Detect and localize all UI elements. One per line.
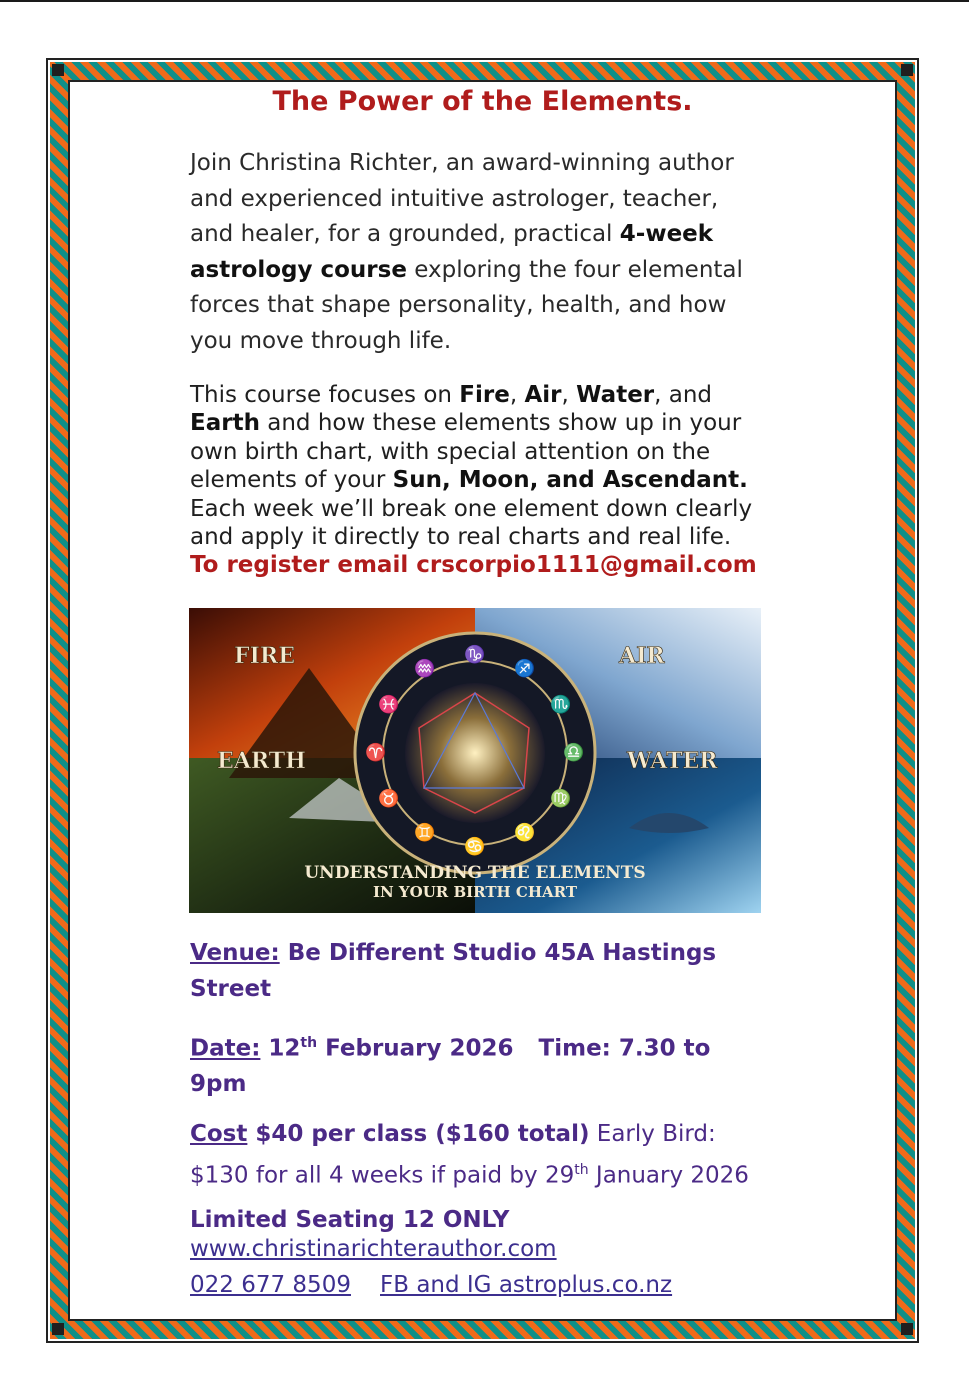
wheel-center [405,683,545,823]
cost-price: $40 per class ($160 total) [247,1121,590,1147]
seating-notice: Limited Seating 12 ONLY [190,1207,510,1233]
intro-text: exploring the four elemental [406,256,743,283]
intro-bold: astrology course [190,256,407,283]
date-day: 12 [260,1035,301,1062]
intro-line: forces that shape personality, health, and how [190,292,727,319]
date-suffix: th [300,1035,318,1051]
corner-ornament [52,64,64,76]
focus-text: This course focuses on [190,382,460,408]
intro-line: you move through life. [190,327,452,354]
svg-text:♌: ♌ [514,823,536,843]
svg-text:♒: ♒ [414,659,436,679]
svg-text:♎: ♎ [563,743,585,763]
early-bird-text: $130 for all 4 weeks if paid by 29 [190,1162,575,1189]
svg-text:♐: ♐ [514,659,536,679]
focus-line: and apply it directly to real charts and real life. [190,524,732,551]
svg-text:♋: ♋ [464,837,486,857]
focus-bold: Sun, Moon, and Ascendant. [392,467,748,494]
svg-text:♏: ♏ [550,695,572,715]
element-earth: Earth [190,410,260,437]
focus-text: , [561,382,577,408]
image-caption-line1: UNDERSTANDING THE ELEMENTS [304,863,646,883]
date-label: Date: [190,1035,261,1062]
elements-illustration [189,608,761,913]
website-link[interactable]: www.christinarichterauthor.com [190,1236,557,1262]
date-month-year: February 2026 [317,1035,514,1062]
venue-line: Street [190,975,272,1002]
focus-line [190,381,810,409]
intro-line [190,253,790,289]
svg-text:♓: ♓ [378,695,400,715]
cost-label: Cost [190,1121,248,1147]
time-line: 9pm [190,1071,247,1098]
svg-text:♊: ♊ [414,823,436,843]
air-label: AIR [619,643,665,669]
social-link[interactable]: FB and IG astroplus.co.nz [380,1272,673,1298]
venue-info [190,936,790,1007]
early-bird-label: Early Bird: [589,1121,716,1147]
top-rule [0,0,969,2]
earth-label: EARTH [217,748,306,774]
intro-line: Join Christina Richter, an award-winning author [190,150,734,176]
intro-bold: 4-week [619,221,714,248]
intro-line: and experienced intuitive astrologer, teacher, [190,185,719,212]
date-line [190,1026,790,1067]
focus-line: Each week we’ll break one element down clearly [190,495,753,522]
venue-text: Be Different Studio 45A Hastings [279,940,717,966]
svg-text:♑: ♑ [464,645,486,665]
date-info [190,1026,790,1103]
early-bird-date: January 2026 [588,1162,749,1189]
cost-line [190,1116,810,1152]
image-caption-line2: IN YOUR BIRTH CHART [372,883,578,901]
focus-line [190,466,810,494]
page-title: The Power of the Elements. [272,86,693,117]
cost-info [190,1116,810,1194]
focus-text: elements of your [190,467,393,494]
focus-text: , and [654,382,713,408]
corner-ornament [52,1323,64,1335]
focus-line [190,409,810,437]
focus-text: , [509,382,525,408]
svg-text:♉: ♉ [378,789,400,809]
element-fire: Fire [459,382,510,408]
date-suffix: th [574,1162,589,1178]
element-water: Water [576,382,655,408]
focus-paragraph [190,381,810,580]
phone-link[interactable]: 022 677 8509 [190,1272,351,1298]
time-text: Time: 7.30 to [538,1035,711,1062]
early-bird-line [190,1152,810,1194]
corner-ornament [901,1323,913,1335]
elements-image [189,608,761,913]
corner-ornament [901,64,913,76]
svg-text:♍: ♍ [550,789,572,809]
element-air: Air [524,382,562,408]
intro-paragraph [190,146,790,360]
water-label: WATER [627,748,718,774]
focus-text: and how these elements show up in your [259,410,742,437]
intro-line [190,217,790,253]
venue-line [190,936,790,972]
fire-label: FIRE [234,643,295,669]
register-email[interactable]: To register email crscorpio1111@gmail.com [190,552,757,579]
svg-text:♈: ♈ [365,743,387,763]
intro-text: and healer, for a grounded, practical [190,221,620,248]
focus-line: own birth chart, with special attention on the [190,438,711,465]
venue-label: Venue: [190,940,280,966]
